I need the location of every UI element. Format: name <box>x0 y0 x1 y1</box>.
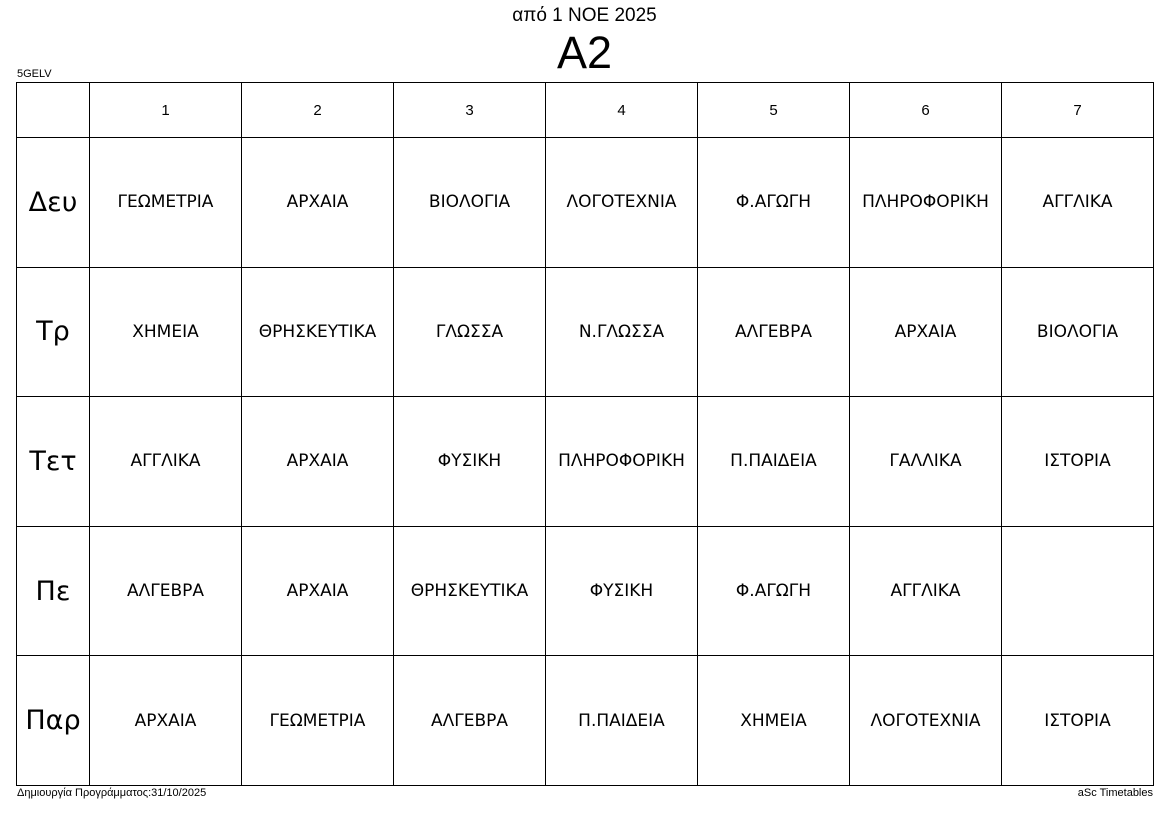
period-header: 3 <box>394 83 546 138</box>
day-row <box>17 267 1154 397</box>
period-header: 4 <box>546 83 698 138</box>
validity-date: από 1 ΝΟΕ 2025 <box>512 5 657 26</box>
class-code: 5GELV <box>17 68 52 80</box>
period-header: 2 <box>242 83 394 138</box>
day-row <box>17 526 1154 656</box>
lesson-cell: ΑΓΓΛΙΚΑ <box>850 526 1002 656</box>
lesson-cell: ΒΙΟΛΟΓΙΑ <box>394 138 546 268</box>
day-label: Παρ <box>17 656 90 786</box>
period-header: 6 <box>850 83 1002 138</box>
day-row <box>17 397 1154 527</box>
lesson-cell: ΒΙΟΛΟΓΙΑ <box>1002 267 1154 397</box>
lesson-cell: ΑΡΧΑΙΑ <box>242 138 394 268</box>
lesson-cell: ΑΛΓΕΒΡΑ <box>394 656 546 786</box>
lesson-cell: ΘΡΗΣΚΕΥΤΙΚΑ <box>394 526 546 656</box>
lesson-cell: Ν.ΓΛΩΣΣΑ <box>546 267 698 397</box>
day-row <box>17 138 1154 268</box>
period-header-row <box>17 83 1154 138</box>
lesson-cell: ΦΥΣΙΚΗ <box>394 397 546 527</box>
day-label: Δευ <box>17 138 90 268</box>
period-header: 5 <box>698 83 850 138</box>
lesson-cell <box>1002 526 1154 656</box>
lesson-cell: ΑΡΧΑΙΑ <box>90 656 242 786</box>
lesson-cell: ΙΣΤΟΡΙΑ <box>1002 656 1154 786</box>
corner-cell <box>17 83 90 138</box>
page-title: A2 <box>556 27 613 78</box>
lesson-cell: ΘΡΗΣΚΕΥΤΙΚΑ <box>242 267 394 397</box>
lesson-cell: ΑΡΧΑΙΑ <box>242 397 394 527</box>
lesson-cell: ΧΗΜΕΙΑ <box>698 656 850 786</box>
lesson-cell: ΓΕΩΜΕΤΡΙΑ <box>242 656 394 786</box>
lesson-cell: ΑΛΓΕΒΡΑ <box>698 267 850 397</box>
lesson-cell: ΑΡΧΑΙΑ <box>242 526 394 656</box>
lesson-cell: Π.ΠΑΙΔΕΙΑ <box>546 656 698 786</box>
period-header: 7 <box>1002 83 1154 138</box>
lesson-cell: ΦΥΣΙΚΗ <box>546 526 698 656</box>
day-label: Πε <box>17 526 90 656</box>
lesson-cell: ΠΛΗΡΟΦΟΡΙΚΗ <box>850 138 1002 268</box>
lesson-cell: ΑΓΓΛΙΚΑ <box>90 397 242 527</box>
lesson-cell: ΛΟΓΟΤΕΧΝΙΑ <box>850 656 1002 786</box>
lesson-cell: ΙΣΤΟΡΙΑ <box>1002 397 1154 527</box>
lesson-cell: ΧΗΜΕΙΑ <box>90 267 242 397</box>
lesson-cell: ΓΕΩΜΕΤΡΙΑ <box>90 138 242 268</box>
lesson-cell: Π.ΠΑΙΔΕΙΑ <box>698 397 850 527</box>
lesson-cell: ΓΑΛΛΙΚΑ <box>850 397 1002 527</box>
timetable <box>16 82 1154 786</box>
lesson-cell: ΑΛΓΕΒΡΑ <box>90 526 242 656</box>
period-header: 1 <box>90 83 242 138</box>
lesson-cell: ΠΛΗΡΟΦΟΡΙΚΗ <box>546 397 698 527</box>
created-date: Δημιουργία Προγράμματος:31/10/2025 <box>17 787 207 799</box>
lesson-cell: ΑΡΧΑΙΑ <box>850 267 1002 397</box>
day-row <box>17 656 1154 786</box>
day-label: Τετ <box>17 397 90 527</box>
lesson-cell: ΛΟΓΟΤΕΧΝΙΑ <box>546 138 698 268</box>
lesson-cell: Φ.ΑΓΩΓΗ <box>698 138 850 268</box>
generator-credit: aSc Timetables <box>1077 787 1153 799</box>
day-label: Τρ <box>17 267 90 397</box>
lesson-cell: ΓΛΩΣΣΑ <box>394 267 546 397</box>
lesson-cell: Φ.ΑΓΩΓΗ <box>698 526 850 656</box>
lesson-cell: ΑΓΓΛΙΚΑ <box>1002 138 1154 268</box>
